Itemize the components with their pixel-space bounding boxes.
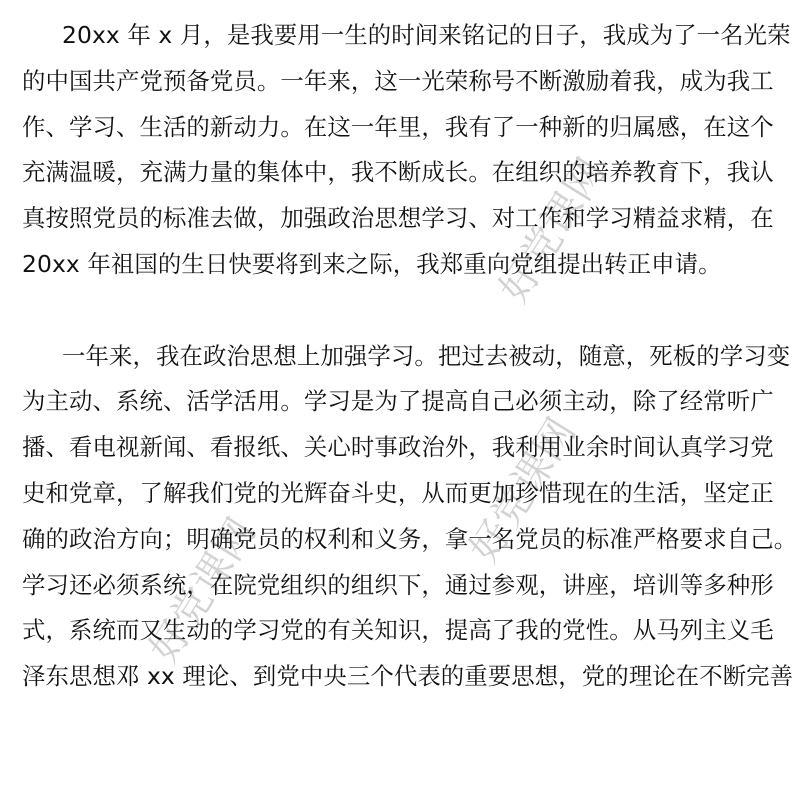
- text-line: 式，系统而又生动的学习党的有关知识，提高了我的党性。从马列主义毛: [22, 616, 774, 645]
- watermark: 好党课网: [461, 410, 585, 571]
- text-line: 真按照党员的标准去做，加强政治思想学习、对工作和学习精益求精，在: [22, 204, 774, 233]
- text-line: 播、看电视新闻、看报纸、关心时事政治外，我利用业余时间认真学习党: [22, 433, 774, 462]
- text-line: 学习还必须系统，在院党组织的组织下，通过参观，讲座，培训等多种形: [22, 570, 774, 599]
- watermark: 好党课网: [491, 150, 615, 311]
- text-line: 为主动、系统、活学活用。学习是为了提高自己必须主动，除了经常听广: [22, 387, 774, 416]
- paragraph-2: [22, 334, 798, 700]
- document-body: [22, 13, 798, 700]
- text-line: 确的政治方向；明确党员的权利和义务，拿一名党员的标准严格要求自己。: [22, 524, 798, 553]
- text-line: 一年来，我在政治思想上加强学习。把过去被动，随意，死板的学习变: [62, 341, 791, 370]
- text-line: 史和党章，了解我们党的光辉奋斗史，从而更加珍惜现在的生活，坚定正: [22, 478, 774, 507]
- paragraph-1: [22, 13, 791, 288]
- text-line: 充满温暖，充满力量的集体中，我不断成长。在组织的培养教育下，我认: [22, 158, 774, 187]
- text-line: 20xx 年 x 月，是我要用一生的时间来铭记的日子，我成为了一名光荣: [62, 21, 791, 49]
- text-line: 的中国共产党预备党员。一年来，这一光荣称号不断激励着我，成为我工: [22, 66, 774, 95]
- text-line: 泽东思想邓 xx 理论、到党中央三个代表的重要思想，党的理论在不断完善: [22, 662, 794, 691]
- watermark: 好党课网: [141, 510, 265, 671]
- text-line: 20xx 年祖国的生日快要将到来之际，我郑重向党组提出转正申请。: [22, 249, 722, 278]
- text-line: 作、学习、生活的新动力。在这一年里，我有了一种新的归属感，在这个: [22, 112, 774, 141]
